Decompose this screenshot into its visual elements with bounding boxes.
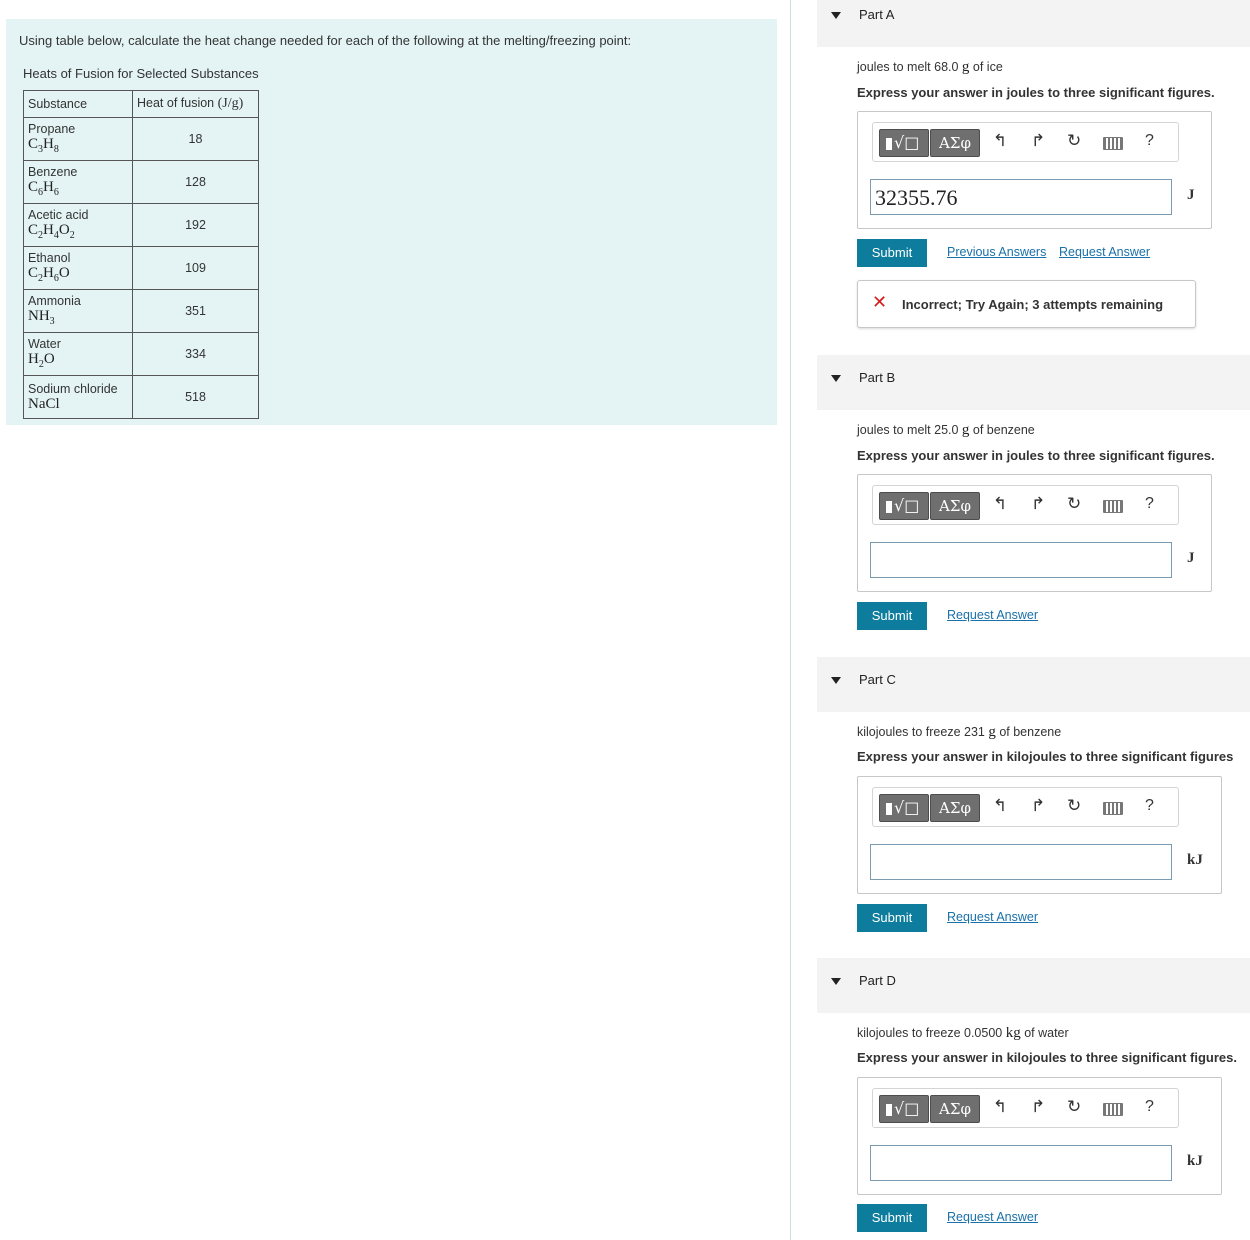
substance-formula: $C_6H_6$	[28, 178, 59, 198]
substance-cell	[24, 161, 133, 204]
table-row	[24, 161, 259, 204]
part-a-feedback	[857, 280, 1196, 328]
part-d-title: Part D	[859, 973, 896, 988]
keyboard-icon[interactable]	[1103, 802, 1123, 815]
part-c-prompt: kilojoules to freeze 231 g of benzene	[857, 724, 1062, 740]
substance-name: Sodium chloride	[28, 382, 118, 396]
column-divider	[790, 0, 791, 1240]
part-d-answer-input[interactable]	[870, 1145, 1172, 1181]
table-caption: Heats of Fusion for Selected Substances	[23, 66, 259, 81]
math-toolbar	[872, 787, 1179, 827]
part-c-header[interactable]	[817, 657, 1250, 712]
greek-symbols-button[interactable]: ΑΣφ	[930, 129, 980, 157]
templates-button[interactable]: √□	[879, 492, 929, 520]
help-icon[interactable]: ?	[1145, 1098, 1154, 1115]
problem-intro: Using table below, calculate the heat change needed for each of the following at the melting/freezing point:	[19, 33, 632, 48]
heat-value: 192	[133, 204, 259, 247]
collapse-triangle-icon[interactable]	[831, 677, 841, 684]
feedback-message: Incorrect; Try Again; 3 attempts remaining	[902, 297, 1164, 312]
part-a-prompt: joules to melt 68.0 g of ice	[857, 59, 1003, 75]
table-row	[24, 333, 259, 376]
substance-cell	[24, 118, 133, 161]
part-d-submit-button[interactable]: Submit	[857, 1204, 927, 1232]
undo-icon[interactable]: ↰	[993, 131, 1008, 151]
header-heat-label: Heat of fusion	[137, 96, 218, 110]
header-heat-unit: (J/g)	[217, 96, 244, 111]
part-a-instruction: Express your answer in joules to three significant figures.	[857, 85, 1215, 100]
greek-symbols-button[interactable]: ΑΣφ	[930, 492, 980, 520]
part-c-instruction: Express your answer in kilojoules to three significant figures	[857, 749, 1234, 764]
table-row	[24, 118, 259, 161]
undo-icon[interactable]: ↰	[993, 1097, 1008, 1117]
templates-button[interactable]: √□	[879, 1095, 929, 1123]
substance-name: Propane	[28, 121, 76, 136]
part-d-instruction: Express your answer in kilojoules to three significant figures.	[857, 1050, 1237, 1065]
help-icon[interactable]: ?	[1145, 797, 1154, 814]
substance-name: Water	[28, 336, 61, 351]
greek-symbols-button[interactable]: ΑΣφ	[930, 794, 980, 822]
incorrect-x-icon: ✕	[872, 292, 888, 313]
part-a-previous-answers-link[interactable]: Previous Answers	[947, 245, 1047, 259]
table-header-row	[24, 91, 259, 118]
substance-formula: NaCl	[28, 396, 60, 412]
part-a-submit-button[interactable]: Submit	[857, 239, 927, 267]
table-row	[24, 247, 259, 290]
part-a-answer-box	[857, 111, 1212, 229]
substance-name: Acetic acid	[28, 207, 89, 222]
help-icon[interactable]: ?	[1145, 495, 1154, 512]
collapse-triangle-icon[interactable]	[831, 12, 841, 19]
part-b-answer-input[interactable]	[870, 542, 1172, 578]
part-d-unit: kJ	[1187, 1153, 1203, 1169]
part-c-unit: kJ	[1187, 852, 1203, 868]
part-c-title: Part C	[859, 672, 896, 687]
substance-cell	[24, 204, 133, 247]
part-b-submit-button[interactable]: Submit	[857, 602, 927, 630]
part-b-prompt: joules to melt 25.0 g of benzene	[857, 422, 1035, 438]
part-b-request-answer-link[interactable]: Request Answer	[947, 608, 1039, 622]
part-d-header[interactable]	[817, 958, 1250, 1013]
part-a-title: Part A	[859, 7, 895, 22]
substance-formula: $H_2O$	[28, 350, 55, 370]
reset-icon[interactable]: ↻	[1067, 1097, 1082, 1117]
math-toolbar	[872, 122, 1179, 162]
substance-formula: $NH_3$	[28, 307, 55, 327]
templates-button[interactable]: √□	[879, 794, 929, 822]
part-c-answer-input[interactable]	[870, 844, 1172, 880]
part-c-submit-button[interactable]: Submit	[857, 904, 927, 932]
table-row	[24, 290, 259, 333]
substance-formula: $C_2H_4O_2$	[28, 221, 75, 241]
problem-panel	[6, 19, 777, 425]
keyboard-icon[interactable]	[1103, 1103, 1123, 1116]
math-toolbar	[872, 1088, 1179, 1128]
keyboard-icon[interactable]	[1103, 500, 1123, 513]
substance-name: Ethanol	[28, 250, 71, 265]
heat-value: 109	[133, 247, 259, 290]
templates-button[interactable]: √□	[879, 129, 929, 157]
redo-icon[interactable]: ↱	[1031, 494, 1046, 514]
substance-cell	[24, 333, 133, 376]
header-heat-of-fusion	[133, 91, 259, 118]
part-a-header[interactable]	[817, 0, 1250, 47]
substance-formula: $C_2H_6O$	[28, 264, 70, 284]
substance-name: Ammonia	[28, 293, 81, 308]
part-d-answer-box	[857, 1077, 1222, 1195]
reset-icon[interactable]: ↻	[1067, 796, 1082, 816]
substance-cell	[24, 247, 133, 290]
part-d-request-answer-link[interactable]: Request Answer	[947, 1210, 1039, 1224]
part-d-prompt: kilojoules to freeze 0.0500 kg of water	[857, 1025, 1069, 1041]
part-a-unit: J	[1187, 187, 1195, 203]
greek-symbols-button[interactable]: ΑΣφ	[930, 1095, 980, 1123]
redo-icon[interactable]: ↱	[1031, 1097, 1046, 1117]
table-row	[24, 204, 259, 247]
header-substance: Substance	[24, 91, 133, 118]
part-b-unit: J	[1187, 550, 1195, 566]
table-row	[24, 376, 259, 419]
reset-icon[interactable]: ↻	[1067, 494, 1082, 514]
heat-value: 518	[133, 376, 259, 419]
redo-icon[interactable]: ↱	[1031, 796, 1046, 816]
undo-icon[interactable]: ↰	[993, 494, 1008, 514]
heats-of-fusion-table	[23, 90, 259, 419]
substance-formula: $C_3H_8$	[28, 135, 59, 155]
part-b-instruction: Express your answer in joules to three significant figures.	[857, 448, 1215, 463]
math-toolbar	[872, 485, 1179, 525]
help-icon[interactable]: ?	[1145, 132, 1154, 149]
heat-value: 351	[133, 290, 259, 333]
part-b-answer-box	[857, 474, 1212, 592]
substance-name: Benzene	[28, 164, 78, 179]
redo-icon[interactable]: ↱	[1031, 131, 1046, 151]
reset-icon[interactable]: ↻	[1067, 131, 1082, 151]
collapse-triangle-icon[interactable]	[831, 978, 841, 985]
substance-cell	[24, 376, 133, 419]
heat-value: 128	[133, 161, 259, 204]
heat-value: 18	[133, 118, 259, 161]
part-a-request-answer-link[interactable]: Request Answer	[1059, 245, 1151, 259]
heat-value: 334	[133, 333, 259, 376]
substance-cell	[24, 290, 133, 333]
undo-icon[interactable]: ↰	[993, 796, 1008, 816]
collapse-triangle-icon[interactable]	[831, 375, 841, 382]
part-c-answer-box	[857, 776, 1222, 894]
part-b-header[interactable]	[817, 355, 1250, 410]
keyboard-icon[interactable]	[1103, 137, 1123, 150]
part-a-answer-input[interactable]: 32355.76	[870, 179, 1172, 215]
part-b-title: Part B	[859, 370, 896, 385]
part-c-request-answer-link[interactable]: Request Answer	[947, 910, 1039, 924]
